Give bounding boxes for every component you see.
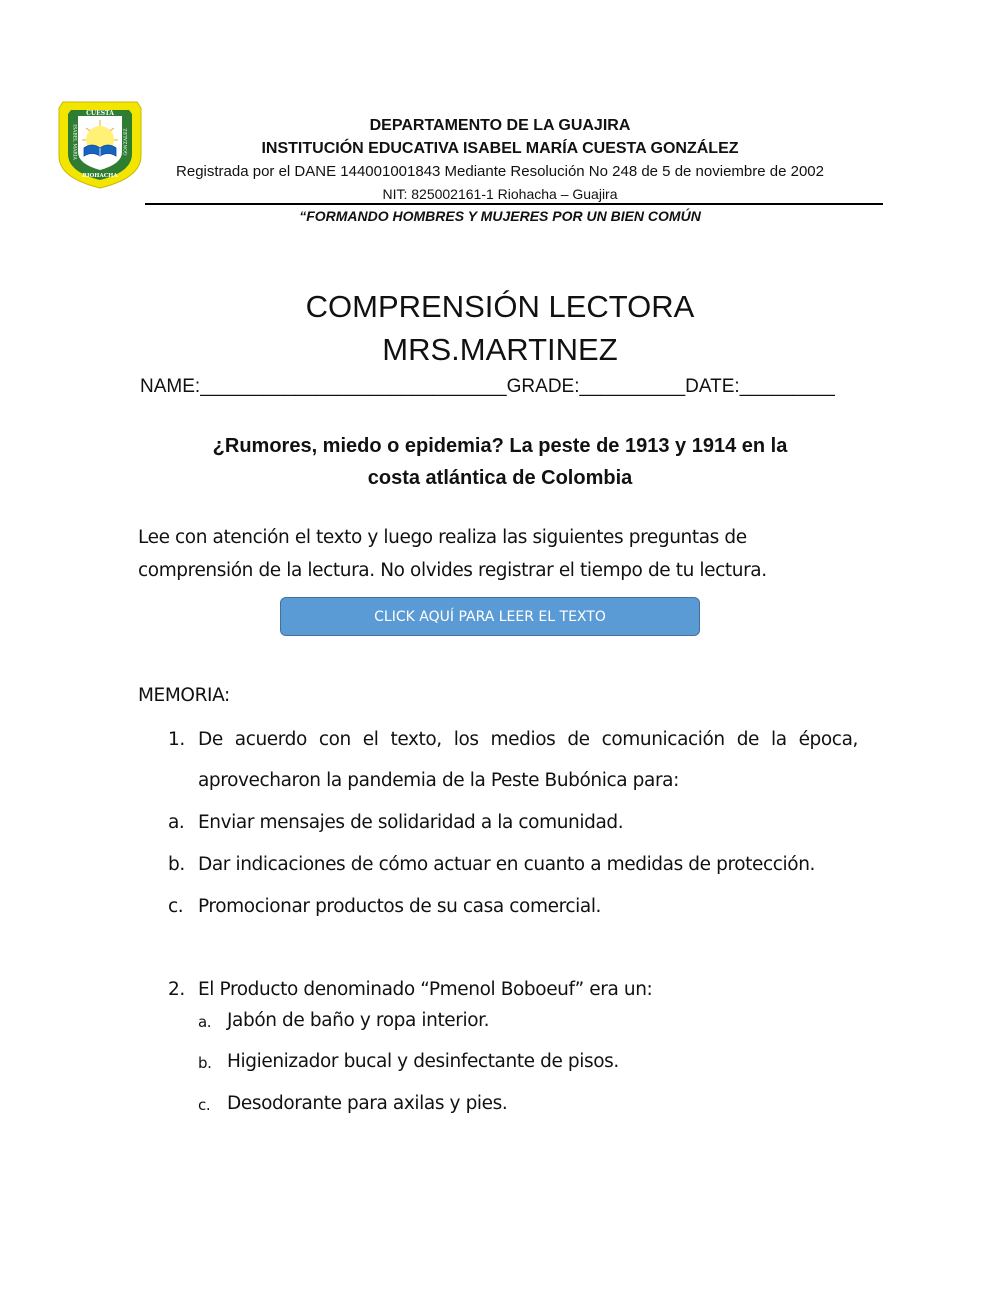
- student-info-row: [140, 376, 860, 398]
- registration-line: Registrada por el DANE 144001001843 Mediante Resolución No 248 de 5 de noviembre de 2002: [176, 163, 824, 180]
- q2-option-b[interactable]: Higienizador bucal y desinfectante de pisos.: [227, 1051, 619, 1072]
- q1-option-c[interactable]: Promocionar productos de su casa comercial.: [198, 896, 602, 917]
- school-motto: “FORMANDO HOMBRES Y MUJERES POR UN BIEN COMÚN: [299, 208, 701, 224]
- reading-title: [140, 430, 860, 494]
- grade-blank[interactable]: __________: [579, 376, 686, 397]
- q1-option-a-letter: a.: [168, 812, 185, 833]
- q2-option-c-letter: c.: [198, 1096, 211, 1114]
- q1-option-b[interactable]: Dar indicaciones de cómo actuar en cuanto a medidas de protección.: [198, 854, 816, 875]
- q2-option-c[interactable]: Desodorante para axilas y pies.: [227, 1093, 508, 1114]
- section-memoria: MEMORIA:: [138, 685, 230, 706]
- question-1-line1: De acuerdo con el texto, los medios de comunicación de la época,: [198, 729, 858, 750]
- q2-option-a[interactable]: Jabón de baño y ropa interior.: [227, 1010, 490, 1031]
- q2-option-b-letter: b.: [198, 1054, 212, 1072]
- question-2-number: 2.: [168, 979, 185, 1000]
- nit-line: NIT: 825002161-1 Riohacha – Guajira: [382, 186, 618, 202]
- question-1-number: 1.: [168, 729, 185, 750]
- department-heading: DEPARTAMENTO DE LA GUAJIRA: [369, 117, 631, 134]
- header-divider: [145, 203, 883, 205]
- date-label: DATE:: [685, 376, 740, 397]
- institution-heading: INSTITUCIÓN EDUCATIVA ISABEL MARÍA CUESTA GONZÁLEZ: [261, 140, 739, 157]
- instructions-line2: comprensión de la lectura. No olvides registrar el tiempo de tu lectura.: [138, 560, 767, 581]
- name-label: NAME:: [140, 376, 201, 397]
- date-blank[interactable]: _________: [739, 376, 835, 397]
- instructions: [138, 521, 858, 587]
- question-1-line2: aprovecharon la pandemia de la Peste Bubónica para:: [198, 770, 679, 791]
- reading-title-line2: costa atlántica de Colombia: [367, 467, 633, 489]
- reading-title-line1: ¿Rumores, miedo o epidemia? La peste de 1913 y 1914 en la: [212, 435, 788, 457]
- q1-option-c-letter: c.: [168, 896, 184, 917]
- logo-left-text: ISABEL MARIA: [71, 124, 77, 160]
- name-blank[interactable]: _____________________________: [200, 376, 507, 397]
- logo-right-text: GONZALEZ: [124, 128, 129, 156]
- q1-option-a[interactable]: Enviar mensajes de solidaridad a la comunidad.: [198, 812, 624, 833]
- teacher-name: MRS.MARTINEZ: [382, 332, 618, 367]
- instructions-line1: Lee con atención el texto y luego realiza las siguientes preguntas de: [138, 527, 747, 548]
- logo-top-text: CUESTA: [86, 110, 114, 117]
- q1-option-b-letter: b.: [168, 854, 185, 875]
- question-2-text: El Producto denominado “Pmenol Boboeuf” era un:: [198, 979, 653, 1000]
- page-title: COMPRENSIÓN LECTORA: [305, 289, 695, 324]
- grade-label: GRADE:: [506, 376, 580, 397]
- q2-option-a-letter: a.: [198, 1013, 212, 1031]
- logo-bottom-text: RIOHACHA: [82, 173, 118, 179]
- read-text-button[interactable]: CLICK AQUÍ PARA LEER EL TEXTO: [280, 597, 700, 636]
